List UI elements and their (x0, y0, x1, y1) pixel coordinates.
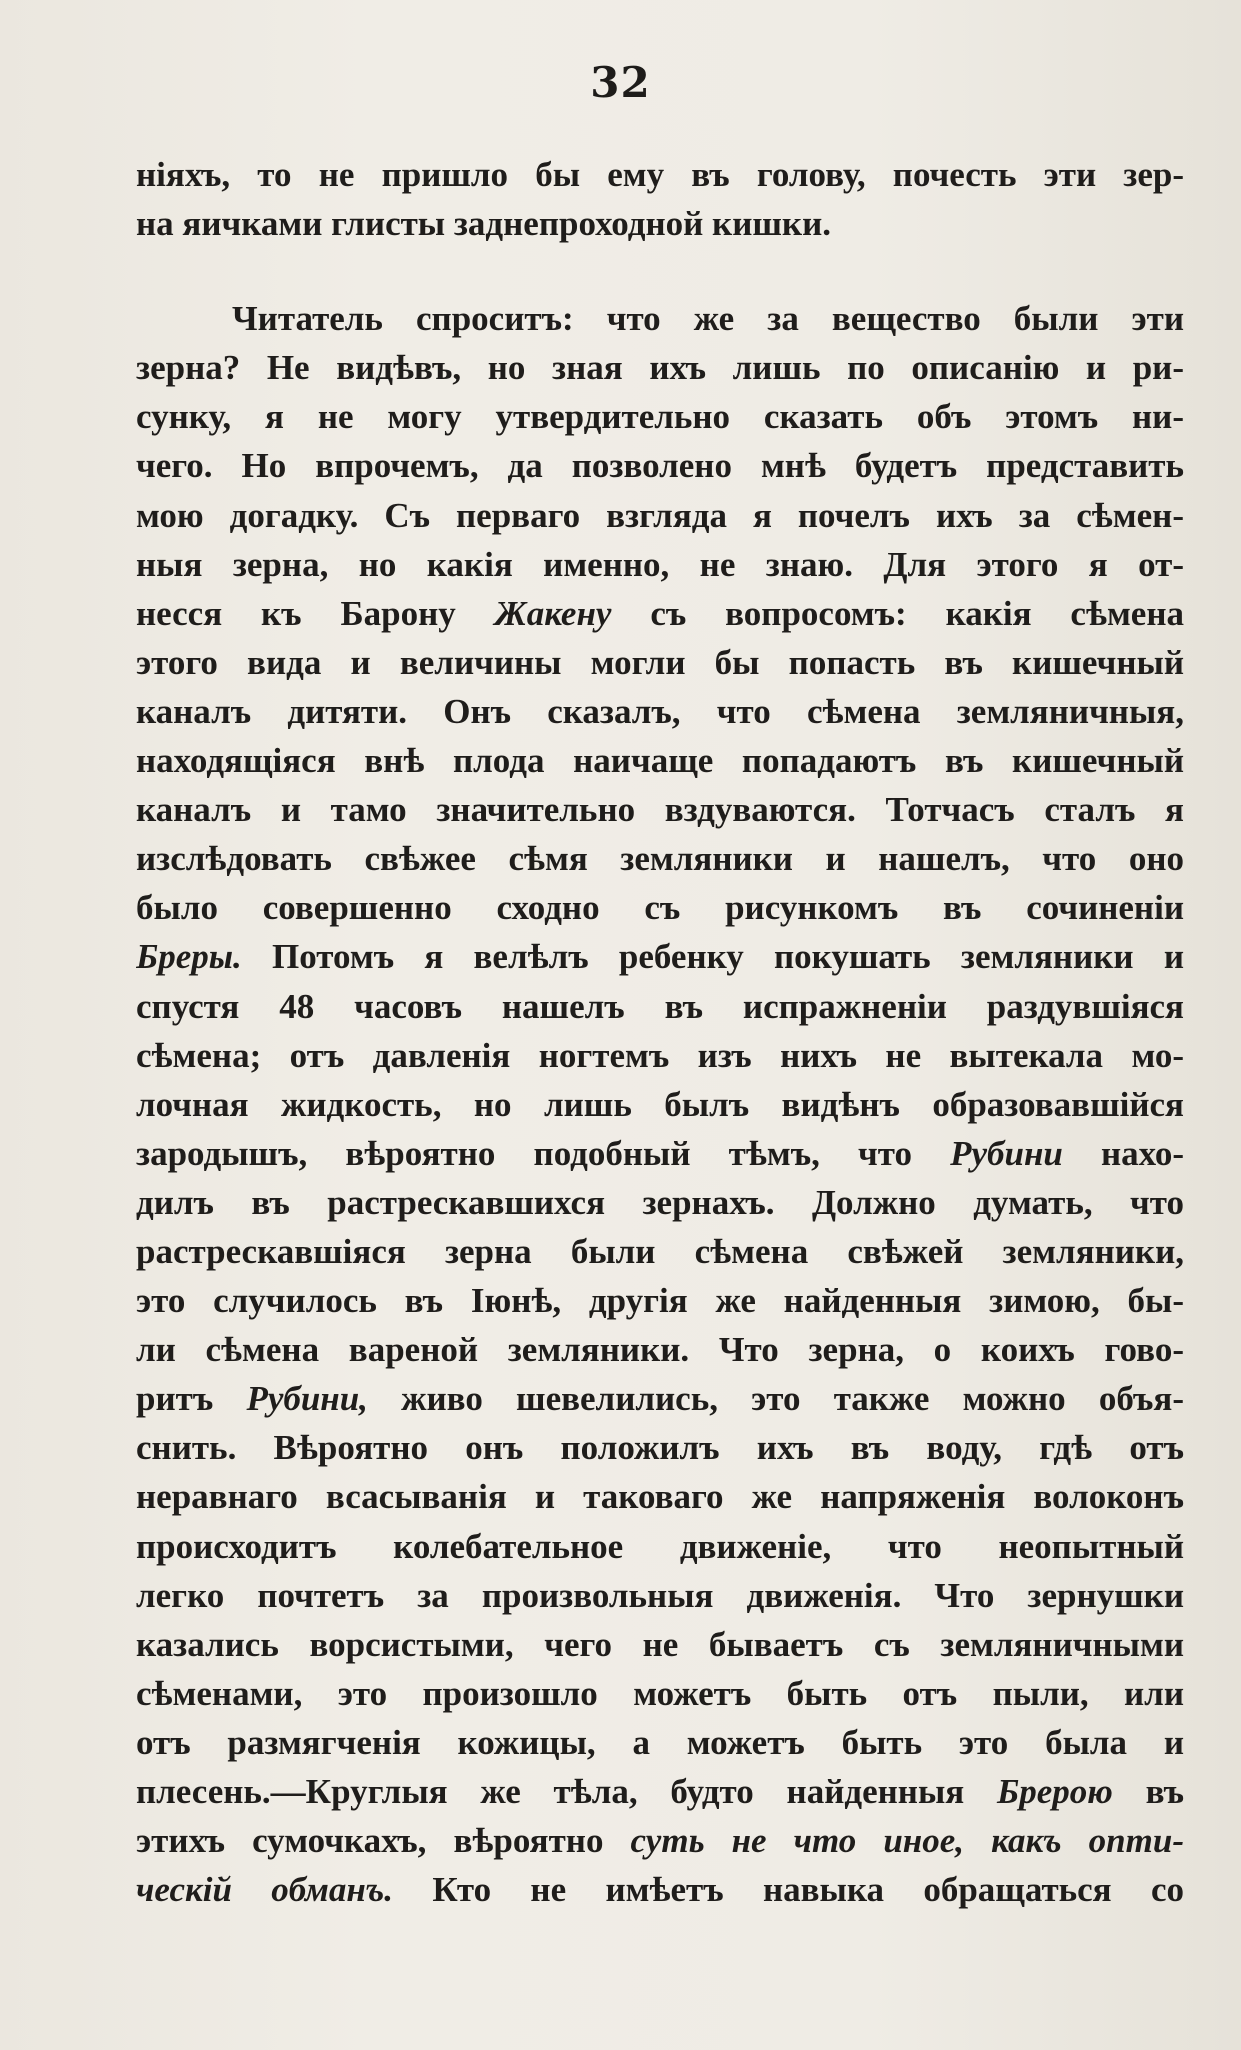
text-line: лочная жидкость, но лишь былъ видѣнъ образовавшійся (136, 1084, 1184, 1124)
paragraph-continued (136, 150, 1184, 248)
text-line: находящіяся внѣ плода наичаще попадаютъ въ кишечный (136, 741, 1184, 781)
text-run: Потомъ я велѣлъ ребенку покушать земляники и (241, 937, 1184, 977)
text-line (136, 1374, 1184, 1423)
text-line: казались ворсистыми, чего не бываетъ съ земляничными (136, 1624, 1184, 1664)
text-line (136, 1865, 1184, 1914)
text-run: ритъ (136, 1379, 247, 1419)
page-text (136, 150, 1184, 1914)
text-line: снить. Вѣроятно онъ положилъ ихъ въ воду, гдѣ отъ (136, 1428, 1184, 1468)
text-run: съ вопросомъ: какія сѣмена (611, 593, 1184, 633)
page-number: 32 (590, 58, 651, 107)
text-line: на яичками глисты заднепроходной кишки. (136, 204, 832, 244)
emphasis-text: суть не что иное, какъ опти- (630, 1821, 1184, 1861)
name-jaquin: Жакену (494, 593, 612, 633)
emphasis-text: ческій обманъ. (136, 1870, 393, 1910)
text-line: Читатель спроситъ: что же за вещество были эти (232, 299, 1184, 339)
text-line: легко почтетъ за произвольныя движенія. Что зернушки (136, 1575, 1184, 1615)
text-line: неравнаго всасыванія и таковаго же напряженія волоконъ (136, 1477, 1184, 1517)
name-brera: Брерою (996, 1772, 1113, 1811)
text-line: мою догадку. Съ перваго взгляда я почелъ ихъ за сѣмен- (136, 495, 1184, 535)
text-line: чего. Но впрочемъ, да позволено мнѣ будетъ представить (136, 446, 1184, 486)
text-run: въ (1112, 1772, 1184, 1811)
text-line (136, 932, 1184, 981)
text-line (136, 589, 1184, 638)
text-line: это случилось въ Іюнѣ, другія же найденныя зимою, бы- (136, 1281, 1184, 1321)
text-line: изслѣдовать свѣжее сѣмя земляники и нашелъ, что оно (136, 839, 1184, 879)
paragraph-main (136, 294, 1184, 1914)
text-line: ныя зерна, но какія именно, не знаю. Для этого я от- (136, 544, 1184, 584)
text-line: ли сѣмена вареной земляники. Что зерна, о коихъ гово- (136, 1330, 1184, 1370)
text-line: зерна? Не видѣвъ, но зная ихъ лишь по описанію и ри- (136, 348, 1184, 388)
text-line: происходитъ колебательное движеніе, что неопытный (136, 1526, 1184, 1566)
text-line (136, 1129, 1184, 1178)
text-line: этого вида и величины могли бы попасть въ кишечный (136, 642, 1184, 682)
text-line: сѣменами, это произошло можетъ быть отъ пыли, или (136, 1673, 1184, 1713)
name-brera: Бреры. (136, 937, 242, 977)
text-line (136, 1767, 1184, 1816)
text-run: плесень.—Круглыя же тѣла, будто найденныя (136, 1772, 997, 1811)
name-rubini: Рубини (950, 1133, 1063, 1173)
text-line: дилъ въ растрескавшихся зернахъ. Должно думать, что (136, 1182, 1184, 1222)
text-line: отъ размягченія кожицы, а можетъ быть это была и (136, 1722, 1184, 1762)
text-run: несся къ Барону (136, 593, 495, 633)
text-line: было совершенно сходно съ рисункомъ въ сочиненіи (136, 888, 1184, 928)
text-run: нахо- (1062, 1133, 1184, 1173)
text-line: сунку, я не могу утвердительно сказать объ этомъ ни- (136, 397, 1184, 437)
text-run: живо шевелились, это также можно объя- (367, 1379, 1184, 1419)
text-line: растрескавшіяся зерна были сѣмена свѣжей земляники, (136, 1231, 1184, 1271)
text-line: сѣмена; отъ давленія ногтемъ изъ нихъ не вытекала мо- (136, 1035, 1184, 1075)
text-run: Кто не имѣетъ навыка обращаться со (393, 1870, 1184, 1910)
text-line: ніяхъ, то не пришло бы ему въ голову, почесть эти зер- (136, 155, 1184, 194)
text-line: каналъ дитяти. Онъ сказалъ, что сѣмена земляничныя, (136, 691, 1184, 731)
text-run: зародышъ, вѣроятно подобный тѣмъ, что (136, 1133, 951, 1173)
text-line: каналъ и тамо значительно вздуваются. Тотчасъ сталъ я (136, 790, 1184, 830)
paragraph-gap (136, 248, 1184, 294)
text-run: этихъ сумочкахъ, вѣроятно (136, 1821, 631, 1861)
text-line: спустя 48 часовъ нашелъ въ испражненіи раздувшіяся (136, 986, 1184, 1026)
name-rubini: Рубини, (246, 1379, 368, 1419)
text-line (136, 1816, 1184, 1865)
